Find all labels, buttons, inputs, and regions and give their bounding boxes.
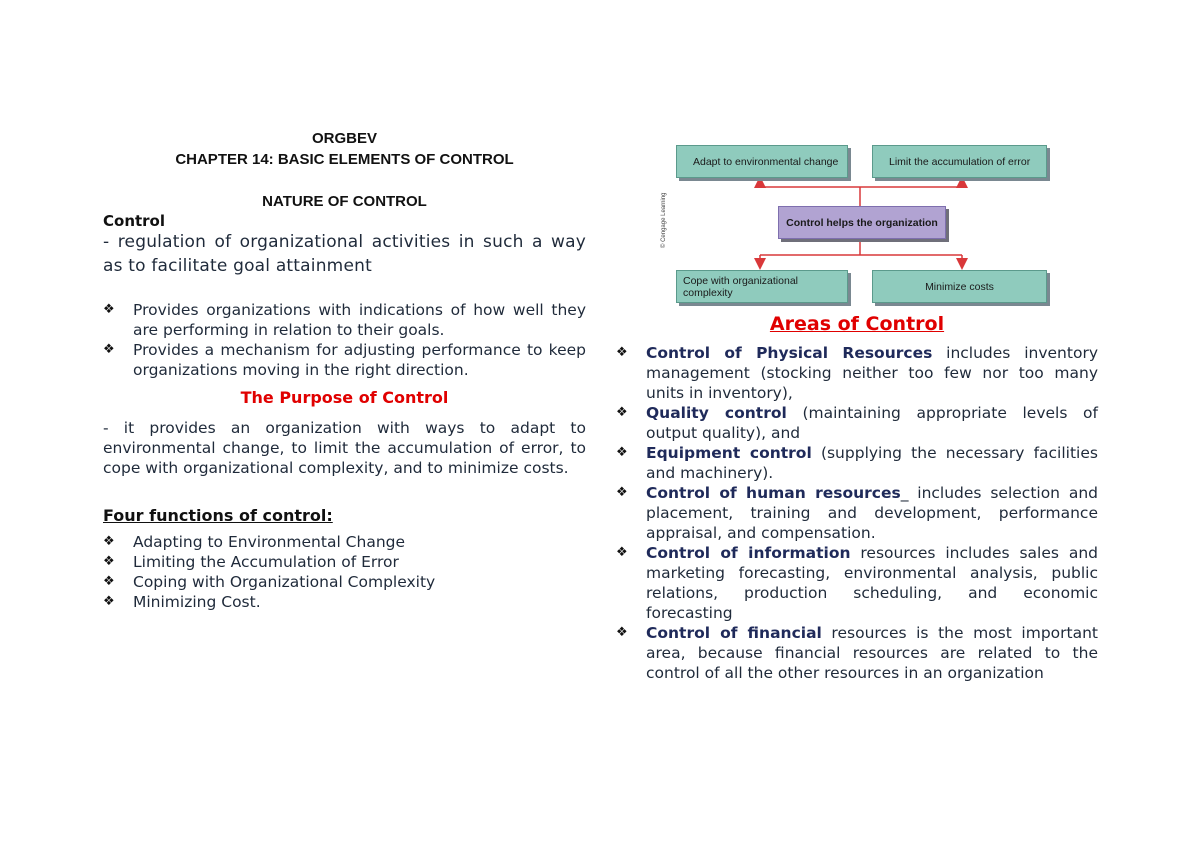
bullet-icon: ❖ [616,445,628,460]
left-column [103,128,586,612]
box-limit-error: Limit the accumulation of error [872,145,1047,178]
list-item: ❖ Coping with Organizational Complexity [103,573,436,591]
list-item: ❖ Minimizing Cost. [103,593,261,611]
control-diagram [660,140,1055,310]
list-item: ❖ Control of information resources includes sales and marketing forecasting, environmental analysis, public relations, production scheduling, and economic forecasting [616,544,1098,622]
bullet-icon: ❖ [103,554,115,569]
functions-title: Four functions of control: [103,506,333,525]
list-item: ❖ Equipment control (supplying the necessary facilities and machinery). [616,444,1098,482]
areas-list [616,343,1098,683]
course-title: ORGBEV [311,130,377,147]
functions-list [103,532,586,612]
list-item: ❖ Provides a mechanism for adjusting performance to keep organizations moving in the right direction. [103,341,586,379]
bullet-icon: ❖ [103,594,115,609]
list-item: ❖ Control of human resources_ includes selection and placement, training and development, performance appraisal, and compensation. [616,484,1098,542]
section-title: NATURE OF CONTROL [262,193,427,210]
list-item: ❖ Provides organizations with indications of how well they are performing in relation to their goals. [103,301,586,339]
bullet-icon: ❖ [103,574,115,589]
list-item: ❖ Quality control (maintaining appropriate levels of output quality), and [616,404,1099,442]
box-control-helps: Control helps the organization [778,206,946,239]
box-minimize-costs: Minimize costs [872,270,1047,303]
bullet-icon: ❖ [616,545,628,560]
box-cope-complexity: Cope with organizational complexity [676,270,848,303]
purpose-title: The Purpose of Control [240,388,449,407]
bullet-icon: ❖ [103,342,115,357]
control-term: Control [103,212,166,230]
bullet-icon: ❖ [616,345,628,360]
control-bullets [103,300,586,380]
image-credit: © Cengage Learning [661,192,667,248]
areas-title: Areas of Control [769,313,945,335]
bullet-icon: ❖ [616,625,628,640]
bullet-icon: ❖ [103,302,115,317]
list-item: ❖ Control of financial resources is the most important area, because financial resources are related to the control of all the other resources in an organization [616,624,1098,682]
bullet-icon: ❖ [616,405,628,420]
control-definition: - regulation of organizational activities in such a way as to facilitate goal attainment [103,232,586,276]
chapter-title: CHAPTER 14: BASIC ELEMENTS OF CONTROL [175,151,514,168]
purpose-text: - it provides an organization with ways to adapt to environmental change, to limit the accumulation of error, to cope with organizational complexity, and to minimize costs. [103,419,586,477]
bullet-icon: ❖ [103,534,115,549]
list-item: ❖ Control of Physical Resources includes inventory management (stocking neither too few nor too many units in inventory), [616,344,1098,402]
list-item: ❖ Limiting the Accumulation of Error [103,553,399,571]
box-adapt: Adapt to environmental change [676,145,848,178]
bullet-icon: ❖ [616,485,628,500]
list-item: ❖ Adapting to Environmental Change [103,533,406,551]
